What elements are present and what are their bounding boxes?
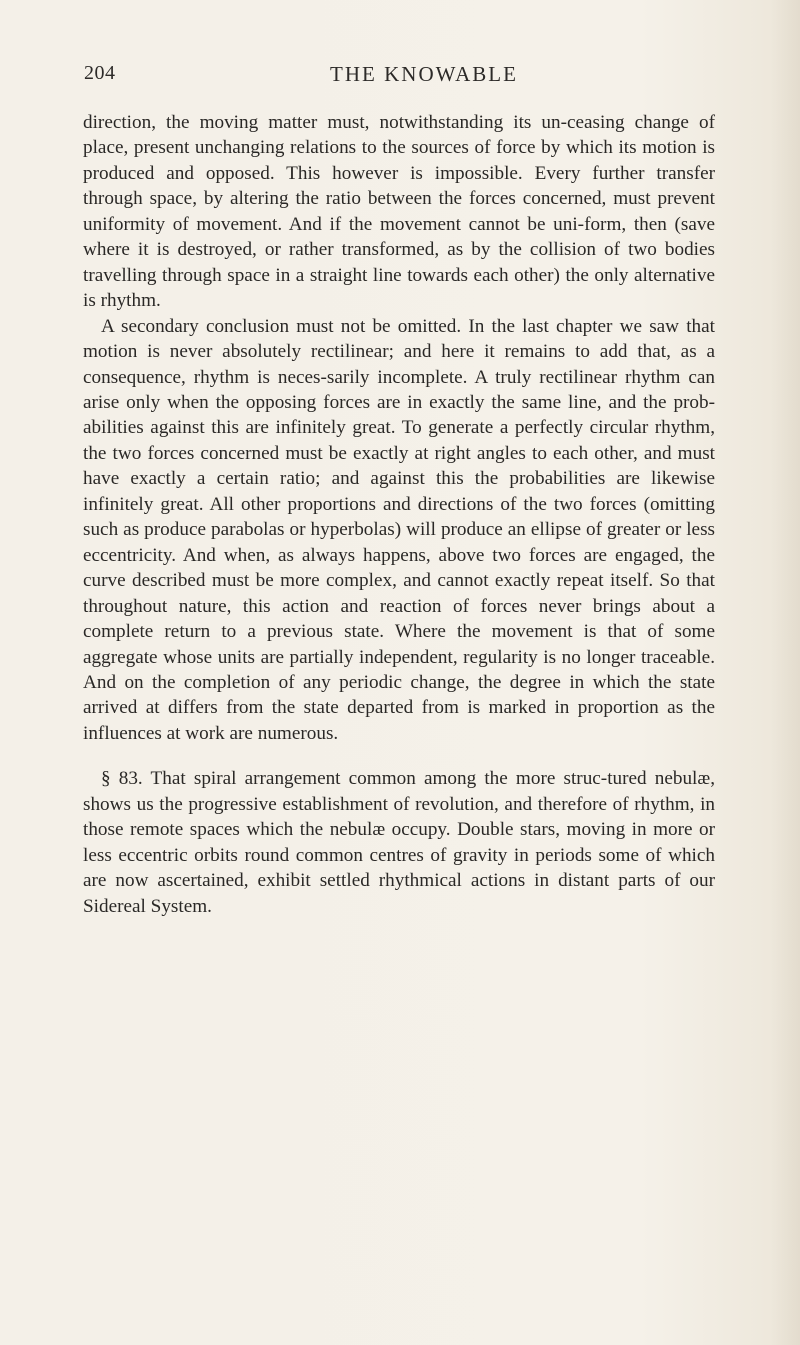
running-head — [84, 62, 724, 92]
paragraph-section-83: § 83. That spiral arrangement common among the more struc-tured nebulæ, shows us the progressive establishment of revolution, and therefore of rhythm, in those remote spaces which the nebulæ occupy. Double stars, moving in more or less eccentric orbits round common centres of gravity in periods some of which are now ascertained, exhibit settled rhythmical actions in distant parts of our Sidereal System. — [83, 768, 715, 917]
body-text — [83, 110, 715, 919]
page-number: 204 — [84, 62, 116, 84]
page-edge-shadow — [770, 0, 800, 1345]
section-gap — [83, 746, 715, 766]
paragraph-secondary-conclusion: A secondary conclusion must not be omitted. In the last chapter we saw that motion is never absolutely rectilinear; and here it remains to add that, as a consequence, rhythm is neces-sarily incomplete. A truly rectilinear rhythm can arise only when the opposing forces are in exactly the same line, and the prob-abilities against this are infinitely great. To generate a perfectly circular rhythm, the two forces concerned must be exactly at right angles to each other, and must have exactly a certain ratio; and against this the probabilities are likewise infinitely great. All other proportions and directions of the two forces (omitting such as produce parabolas or hyperbolas) will produce an ellipse of greater or less eccentricity. And when, as always happens, above two forces are engaged, the curve described must be more complex, and cannot exactly repeat itself. So that throughout nature, this action and reaction of forces never brings about a complete return to a previous state. Where the movement is that of some aggregate whose units are partially independent, regularity is no longer traceable. And on the completion of any periodic change, the degree in which the state arrived at differs from the state departed from is marked in proportion as the influences at work are numerous. — [83, 315, 715, 744]
paragraph-continuation: direction, the moving matter must, notwithstanding its un-ceasing change of place, present unchanging relations to the sources of force by which its motion is produced and opposed. This however is impossible. Every further transfer through space, by altering the ratio between the forces concerned, must prevent uniformity of movement. And if the movement cannot be uni-form, then (save where it is destroyed, or rather transformed, as by the collision of two bodies travelling through space in a straight line towards each other) the only alternative is rhythm. — [83, 112, 715, 312]
running-title: THE KNOWABLE — [330, 62, 518, 86]
